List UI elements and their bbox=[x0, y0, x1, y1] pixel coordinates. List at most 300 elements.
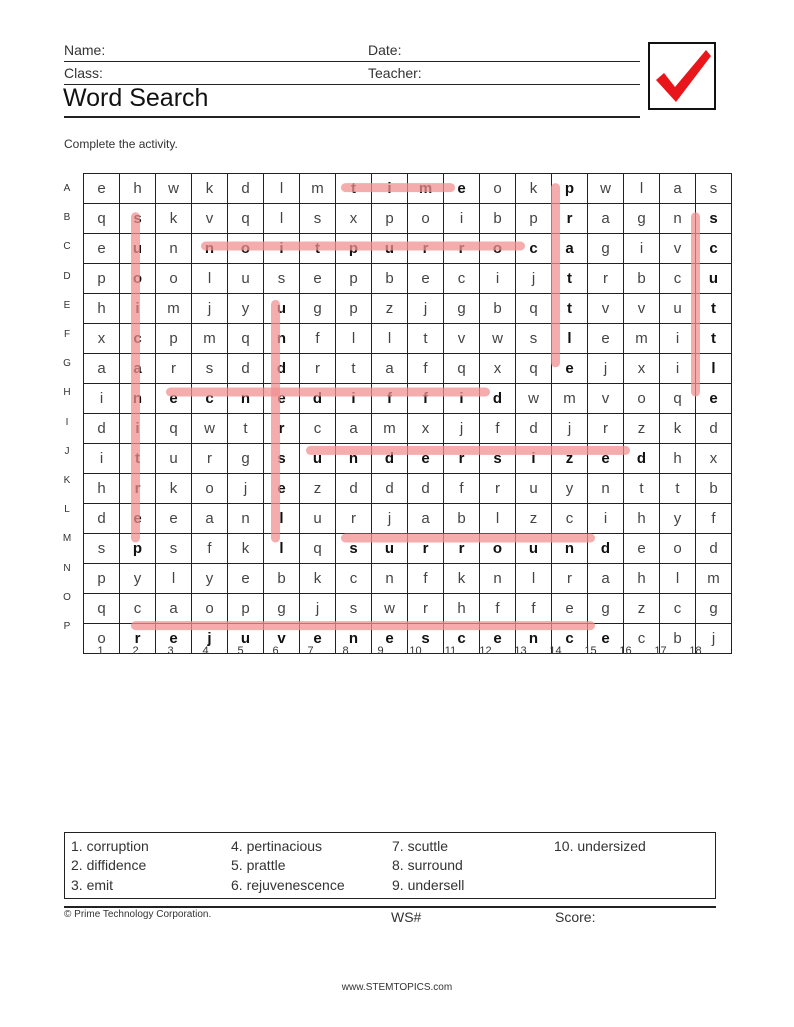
grid-cell: j bbox=[192, 294, 228, 324]
grid-cell: c bbox=[516, 234, 552, 264]
column-label: 8 bbox=[342, 645, 349, 657]
grid-cell: o bbox=[120, 264, 156, 294]
grid-cell: u bbox=[660, 294, 696, 324]
grid-cell: r bbox=[336, 504, 372, 534]
name-label: Name: bbox=[64, 42, 106, 58]
grid-cell: h bbox=[84, 294, 120, 324]
grid-cell: v bbox=[624, 294, 660, 324]
row-label: G bbox=[63, 358, 71, 370]
grid-cell: b bbox=[372, 264, 408, 294]
grid-cell: v bbox=[588, 384, 624, 414]
grid-cell: x bbox=[696, 444, 732, 474]
grid-cell: f bbox=[696, 504, 732, 534]
grid-cell: f bbox=[372, 384, 408, 414]
grid-cell: f bbox=[192, 534, 228, 564]
grid-cell: n bbox=[228, 504, 264, 534]
grid-cell: j bbox=[408, 294, 444, 324]
grid-cell: r bbox=[444, 234, 480, 264]
grid-cell: l bbox=[372, 324, 408, 354]
grid-cell: n bbox=[156, 234, 192, 264]
grid-cell: r bbox=[120, 624, 156, 654]
grid-cell: l bbox=[552, 324, 588, 354]
grid-cell: g bbox=[444, 294, 480, 324]
grid-cell: b bbox=[696, 474, 732, 504]
grid-cell: m bbox=[552, 384, 588, 414]
grid-cell: b bbox=[264, 564, 300, 594]
grid-cell: n bbox=[516, 624, 552, 654]
grid-cell: a bbox=[156, 594, 192, 624]
row-label: F bbox=[63, 329, 71, 340]
grid-cell: d bbox=[228, 174, 264, 204]
grid-cell: t bbox=[408, 324, 444, 354]
grid-cell: e bbox=[156, 624, 192, 654]
grid-cell: u bbox=[696, 264, 732, 294]
grid-cell: i bbox=[336, 384, 372, 414]
grid-cell: o bbox=[192, 594, 228, 624]
row-label: N bbox=[63, 562, 71, 574]
column-label: 5 bbox=[237, 645, 244, 657]
column-label: 13 bbox=[514, 645, 527, 657]
grid-cell: u bbox=[372, 234, 408, 264]
divider bbox=[64, 116, 640, 118]
grid-cell: e bbox=[480, 624, 516, 654]
grid-cell: s bbox=[696, 204, 732, 234]
grid-cell: l bbox=[624, 174, 660, 204]
column-label: 14 bbox=[549, 645, 562, 657]
grid-cell: h bbox=[84, 474, 120, 504]
grid-cell: e bbox=[300, 624, 336, 654]
grid-cell: t bbox=[696, 294, 732, 324]
grid-cell: c bbox=[120, 594, 156, 624]
grid-row bbox=[84, 204, 732, 234]
grid-cell: d bbox=[84, 414, 120, 444]
grid-cell: c bbox=[660, 264, 696, 294]
grid-cell: o bbox=[480, 534, 516, 564]
grid-cell: a bbox=[192, 504, 228, 534]
grid-cell: d bbox=[480, 384, 516, 414]
grid-cell: a bbox=[588, 204, 624, 234]
grid-cell: k bbox=[300, 564, 336, 594]
grid-cell: e bbox=[408, 264, 444, 294]
grid-cell: q bbox=[516, 294, 552, 324]
grid-cell: u bbox=[120, 234, 156, 264]
teacher-label: Teacher: bbox=[368, 65, 422, 81]
row-label: K bbox=[63, 475, 71, 486]
grid-cell: o bbox=[480, 234, 516, 264]
grid-cell: d bbox=[372, 474, 408, 504]
grid-cell: n bbox=[660, 204, 696, 234]
grid-cell: s bbox=[192, 354, 228, 384]
page-title: Word Search bbox=[63, 84, 209, 112]
grid-cell: t bbox=[336, 354, 372, 384]
grid-cell: j bbox=[372, 504, 408, 534]
grid-cell: f bbox=[444, 474, 480, 504]
grid-cell: d bbox=[336, 474, 372, 504]
grid-cell: n bbox=[372, 564, 408, 594]
grid-cell: k bbox=[192, 174, 228, 204]
grid-cell: j bbox=[552, 414, 588, 444]
grid-cell: z bbox=[624, 414, 660, 444]
grid-cell: d bbox=[408, 474, 444, 504]
row-label: H bbox=[63, 387, 71, 399]
grid-cell: e bbox=[552, 594, 588, 624]
grid-cell: r bbox=[552, 204, 588, 234]
grid-cell: b bbox=[660, 624, 696, 654]
grid-row bbox=[84, 564, 732, 594]
grid-cell: x bbox=[480, 354, 516, 384]
grid-cell: f bbox=[480, 414, 516, 444]
grid-cell: q bbox=[84, 594, 120, 624]
grid-cell: q bbox=[444, 354, 480, 384]
grid-row bbox=[84, 174, 732, 204]
grid-cell: l bbox=[264, 504, 300, 534]
grid-cell: c bbox=[336, 564, 372, 594]
grid-cell: q bbox=[660, 384, 696, 414]
column-label: 7 bbox=[307, 645, 314, 657]
grid-cell: m bbox=[372, 414, 408, 444]
grid-cell: f bbox=[408, 384, 444, 414]
grid-cell: h bbox=[660, 444, 696, 474]
grid-cell: m bbox=[300, 174, 336, 204]
grid-cell: l bbox=[264, 174, 300, 204]
grid-cell: n bbox=[120, 384, 156, 414]
grid-cell: t bbox=[336, 174, 372, 204]
class-label: Class: bbox=[64, 65, 103, 81]
grid-cell: g bbox=[264, 594, 300, 624]
grid-cell: j bbox=[228, 474, 264, 504]
ws-number-label: WS# bbox=[391, 909, 422, 925]
grid-cell: t bbox=[552, 264, 588, 294]
word-item: 4. pertinacious bbox=[231, 838, 323, 854]
column-label: 4 bbox=[202, 645, 209, 657]
grid-cell: e bbox=[588, 624, 624, 654]
grid-cell: q bbox=[156, 414, 192, 444]
word-item: 8. surround bbox=[392, 857, 463, 873]
grid-cell: u bbox=[156, 444, 192, 474]
grid-cell: a bbox=[84, 354, 120, 384]
grid-cell: a bbox=[372, 354, 408, 384]
row-label: M bbox=[62, 533, 72, 545]
grid-cell: s bbox=[84, 534, 120, 564]
grid-cell: i bbox=[264, 234, 300, 264]
grid-cell: i bbox=[372, 174, 408, 204]
row-label: E bbox=[63, 299, 71, 311]
grid-cell: i bbox=[120, 294, 156, 324]
grid-cell: u bbox=[300, 444, 336, 474]
grid-cell: p bbox=[552, 174, 588, 204]
grid-cell: a bbox=[120, 354, 156, 384]
row-label: J bbox=[64, 445, 70, 457]
column-label: 1 bbox=[97, 645, 104, 657]
divider bbox=[64, 906, 716, 908]
grid-cell: e bbox=[588, 324, 624, 354]
instructions: Complete the activity. bbox=[64, 137, 178, 151]
grid-cell: g bbox=[588, 594, 624, 624]
grid-row bbox=[84, 354, 732, 384]
grid-row bbox=[84, 504, 732, 534]
grid-cell: l bbox=[480, 504, 516, 534]
grid-cell: f bbox=[408, 564, 444, 594]
grid-cell: e bbox=[300, 264, 336, 294]
grid-cell: q bbox=[84, 204, 120, 234]
grid-cell: z bbox=[372, 294, 408, 324]
grid-cell: k bbox=[660, 414, 696, 444]
grid-cell: n bbox=[552, 534, 588, 564]
grid-cell: r bbox=[264, 414, 300, 444]
grid-row bbox=[84, 444, 732, 474]
grid-cell: t bbox=[624, 474, 660, 504]
grid-cell: j bbox=[300, 594, 336, 624]
word-item: 6. rejuvenescence bbox=[231, 877, 345, 893]
grid-cell: x bbox=[408, 414, 444, 444]
grid-cell: o bbox=[228, 234, 264, 264]
grid-cell: c bbox=[624, 624, 660, 654]
grid-cell: g bbox=[300, 294, 336, 324]
grid-cell: g bbox=[624, 204, 660, 234]
grid-cell: o bbox=[408, 204, 444, 234]
grid-cell: p bbox=[336, 264, 372, 294]
grid-cell: l bbox=[192, 264, 228, 294]
grid-cell: s bbox=[696, 174, 732, 204]
grid-cell: l bbox=[156, 564, 192, 594]
grid-cell: e bbox=[264, 384, 300, 414]
word-item: 2. diffidence bbox=[71, 857, 147, 873]
grid-cell: r bbox=[480, 474, 516, 504]
column-label: 10 bbox=[409, 645, 422, 657]
grid-cell: e bbox=[228, 564, 264, 594]
grid-cell: k bbox=[444, 564, 480, 594]
column-label: 11 bbox=[444, 645, 457, 657]
grid-row bbox=[84, 324, 732, 354]
grid-cell: c bbox=[696, 234, 732, 264]
grid-cell: c bbox=[660, 594, 696, 624]
grid-row bbox=[84, 384, 732, 414]
word-item: 5. prattle bbox=[231, 857, 286, 873]
grid-cell: n bbox=[264, 324, 300, 354]
grid-cell: i bbox=[444, 384, 480, 414]
grid-cell: d bbox=[372, 444, 408, 474]
word-item: 3. emit bbox=[71, 877, 114, 893]
grid-cell: e bbox=[588, 444, 624, 474]
grid-row bbox=[84, 414, 732, 444]
grid-cell: n bbox=[336, 444, 372, 474]
grid-cell: x bbox=[624, 354, 660, 384]
grid-cell: a bbox=[660, 174, 696, 204]
grid-cell: e bbox=[84, 174, 120, 204]
grid-cell: p bbox=[120, 534, 156, 564]
grid-row bbox=[84, 294, 732, 324]
row-label: A bbox=[63, 183, 71, 194]
grid-cell: p bbox=[84, 264, 120, 294]
column-label: 15 bbox=[584, 645, 597, 657]
grid-cell: e bbox=[264, 474, 300, 504]
grid-cell: e bbox=[156, 504, 192, 534]
grid-cell: b bbox=[444, 504, 480, 534]
grid-cell: u bbox=[372, 534, 408, 564]
grid-cell: e bbox=[372, 624, 408, 654]
grid-cell: t bbox=[228, 414, 264, 444]
column-label: 9 bbox=[377, 645, 384, 657]
grid-cell: r bbox=[192, 444, 228, 474]
grid-cell: o bbox=[84, 624, 120, 654]
grid-cell: b bbox=[480, 204, 516, 234]
score-label: Score: bbox=[555, 909, 596, 925]
grid-cell: c bbox=[120, 324, 156, 354]
grid-cell: l bbox=[660, 564, 696, 594]
grid-cell: z bbox=[516, 504, 552, 534]
grid-row bbox=[84, 534, 732, 564]
grid-cell: e bbox=[444, 174, 480, 204]
grid-cell: w bbox=[192, 414, 228, 444]
column-label: 17 bbox=[654, 645, 667, 657]
grid-cell: p bbox=[156, 324, 192, 354]
column-label: 18 bbox=[689, 645, 702, 657]
row-label: B bbox=[63, 212, 71, 224]
grid-cell: r bbox=[156, 354, 192, 384]
grid-cell: d bbox=[624, 444, 660, 474]
grid-cell: r bbox=[408, 534, 444, 564]
grid-cell: p bbox=[228, 594, 264, 624]
grid-cell: d bbox=[84, 504, 120, 534]
grid-cell: l bbox=[264, 534, 300, 564]
grid-cell: r bbox=[408, 594, 444, 624]
grid-cell: f bbox=[480, 594, 516, 624]
grid-cell: y bbox=[660, 504, 696, 534]
row-label: L bbox=[64, 504, 70, 516]
grid-cell: n bbox=[192, 234, 228, 264]
grid-cell: p bbox=[372, 204, 408, 234]
grid-cell: s bbox=[300, 204, 336, 234]
grid-cell: o bbox=[192, 474, 228, 504]
grid-cell: o bbox=[480, 174, 516, 204]
grid-cell: r bbox=[552, 564, 588, 594]
grid-cell: g bbox=[588, 234, 624, 264]
grid-cell: c bbox=[444, 624, 480, 654]
grid-cell: h bbox=[624, 564, 660, 594]
grid-cell: u bbox=[300, 504, 336, 534]
grid-cell: p bbox=[336, 234, 372, 264]
column-label: 16 bbox=[619, 645, 632, 657]
grid-cell: b bbox=[624, 264, 660, 294]
grid-cell: z bbox=[624, 594, 660, 624]
grid-cell: n bbox=[588, 474, 624, 504]
grid-cell: z bbox=[300, 474, 336, 504]
row-label: C bbox=[63, 241, 71, 253]
row-label: I bbox=[65, 416, 69, 428]
grid-cell: b bbox=[480, 294, 516, 324]
grid-cell: i bbox=[516, 444, 552, 474]
grid-cell: l bbox=[516, 564, 552, 594]
grid-cell: i bbox=[624, 234, 660, 264]
grid-cell: y bbox=[120, 564, 156, 594]
grid-cell: h bbox=[120, 174, 156, 204]
grid-cell: r bbox=[120, 474, 156, 504]
grid-cell: c bbox=[552, 504, 588, 534]
grid-cell: q bbox=[300, 534, 336, 564]
grid-row bbox=[84, 264, 732, 294]
grid-cell: d bbox=[696, 534, 732, 564]
grid-cell: i bbox=[660, 324, 696, 354]
grid-cell: u bbox=[228, 624, 264, 654]
grid-cell: w bbox=[588, 174, 624, 204]
grid-cell: s bbox=[408, 624, 444, 654]
grid-cell: a bbox=[336, 414, 372, 444]
column-label: 2 bbox=[132, 645, 139, 657]
grid-cell: s bbox=[264, 444, 300, 474]
grid-cell: j bbox=[444, 414, 480, 444]
grid-cell: r bbox=[588, 264, 624, 294]
grid-cell: c bbox=[192, 384, 228, 414]
grid-cell: d bbox=[696, 414, 732, 444]
grid-cell: a bbox=[552, 234, 588, 264]
grid-cell: r bbox=[408, 234, 444, 264]
grid-cell: c bbox=[552, 624, 588, 654]
grid-cell: k bbox=[156, 204, 192, 234]
grid-cell: s bbox=[264, 264, 300, 294]
grid-cell: s bbox=[120, 204, 156, 234]
grid-cell: x bbox=[84, 324, 120, 354]
grid-cell: i bbox=[84, 384, 120, 414]
grid-cell: r bbox=[300, 354, 336, 384]
grid-cell: t bbox=[120, 444, 156, 474]
column-label: 6 bbox=[272, 645, 279, 657]
grid-cell: f bbox=[300, 324, 336, 354]
grid-cell: d bbox=[300, 384, 336, 414]
word-item: 7. scuttle bbox=[392, 838, 449, 854]
grid-cell: k bbox=[516, 174, 552, 204]
grid-cell: h bbox=[624, 504, 660, 534]
grid-cell: y bbox=[552, 474, 588, 504]
grid-cell: y bbox=[228, 294, 264, 324]
grid-cell: g bbox=[696, 594, 732, 624]
word-search-grid bbox=[83, 173, 732, 654]
grid-cell: k bbox=[156, 474, 192, 504]
grid-cell: h bbox=[444, 594, 480, 624]
grid-row bbox=[84, 594, 732, 624]
grid-cell: p bbox=[336, 294, 372, 324]
site-url: www.STEMTOPICS.com bbox=[341, 982, 453, 993]
column-label: 3 bbox=[167, 645, 174, 657]
grid-cell: o bbox=[156, 264, 192, 294]
grid-row bbox=[84, 474, 732, 504]
copyright: © Prime Technology Corporation. bbox=[64, 909, 212, 920]
grid-cell: v bbox=[264, 624, 300, 654]
grid-cell: d bbox=[228, 354, 264, 384]
grid-cell: t bbox=[660, 474, 696, 504]
grid-cell: e bbox=[552, 354, 588, 384]
grid-cell: i bbox=[84, 444, 120, 474]
grid-cell: s bbox=[516, 324, 552, 354]
checkmark-box bbox=[648, 42, 716, 110]
grid-cell: e bbox=[156, 384, 192, 414]
grid-cell: w bbox=[156, 174, 192, 204]
grid-cell: w bbox=[480, 324, 516, 354]
word-item: 10. undersized bbox=[554, 838, 646, 854]
grid-cell: j bbox=[516, 264, 552, 294]
divider bbox=[64, 61, 640, 62]
grid-cell: m bbox=[624, 324, 660, 354]
grid-cell: e bbox=[624, 534, 660, 564]
grid-cell: l bbox=[336, 324, 372, 354]
grid-cell: q bbox=[228, 204, 264, 234]
grid-cell: d bbox=[264, 354, 300, 384]
grid-cell: t bbox=[552, 294, 588, 324]
grid-cell: a bbox=[588, 564, 624, 594]
word-item: 9. undersell bbox=[392, 877, 465, 893]
grid-cell: e bbox=[120, 504, 156, 534]
row-label: O bbox=[63, 591, 71, 603]
grid-cell: v bbox=[192, 204, 228, 234]
